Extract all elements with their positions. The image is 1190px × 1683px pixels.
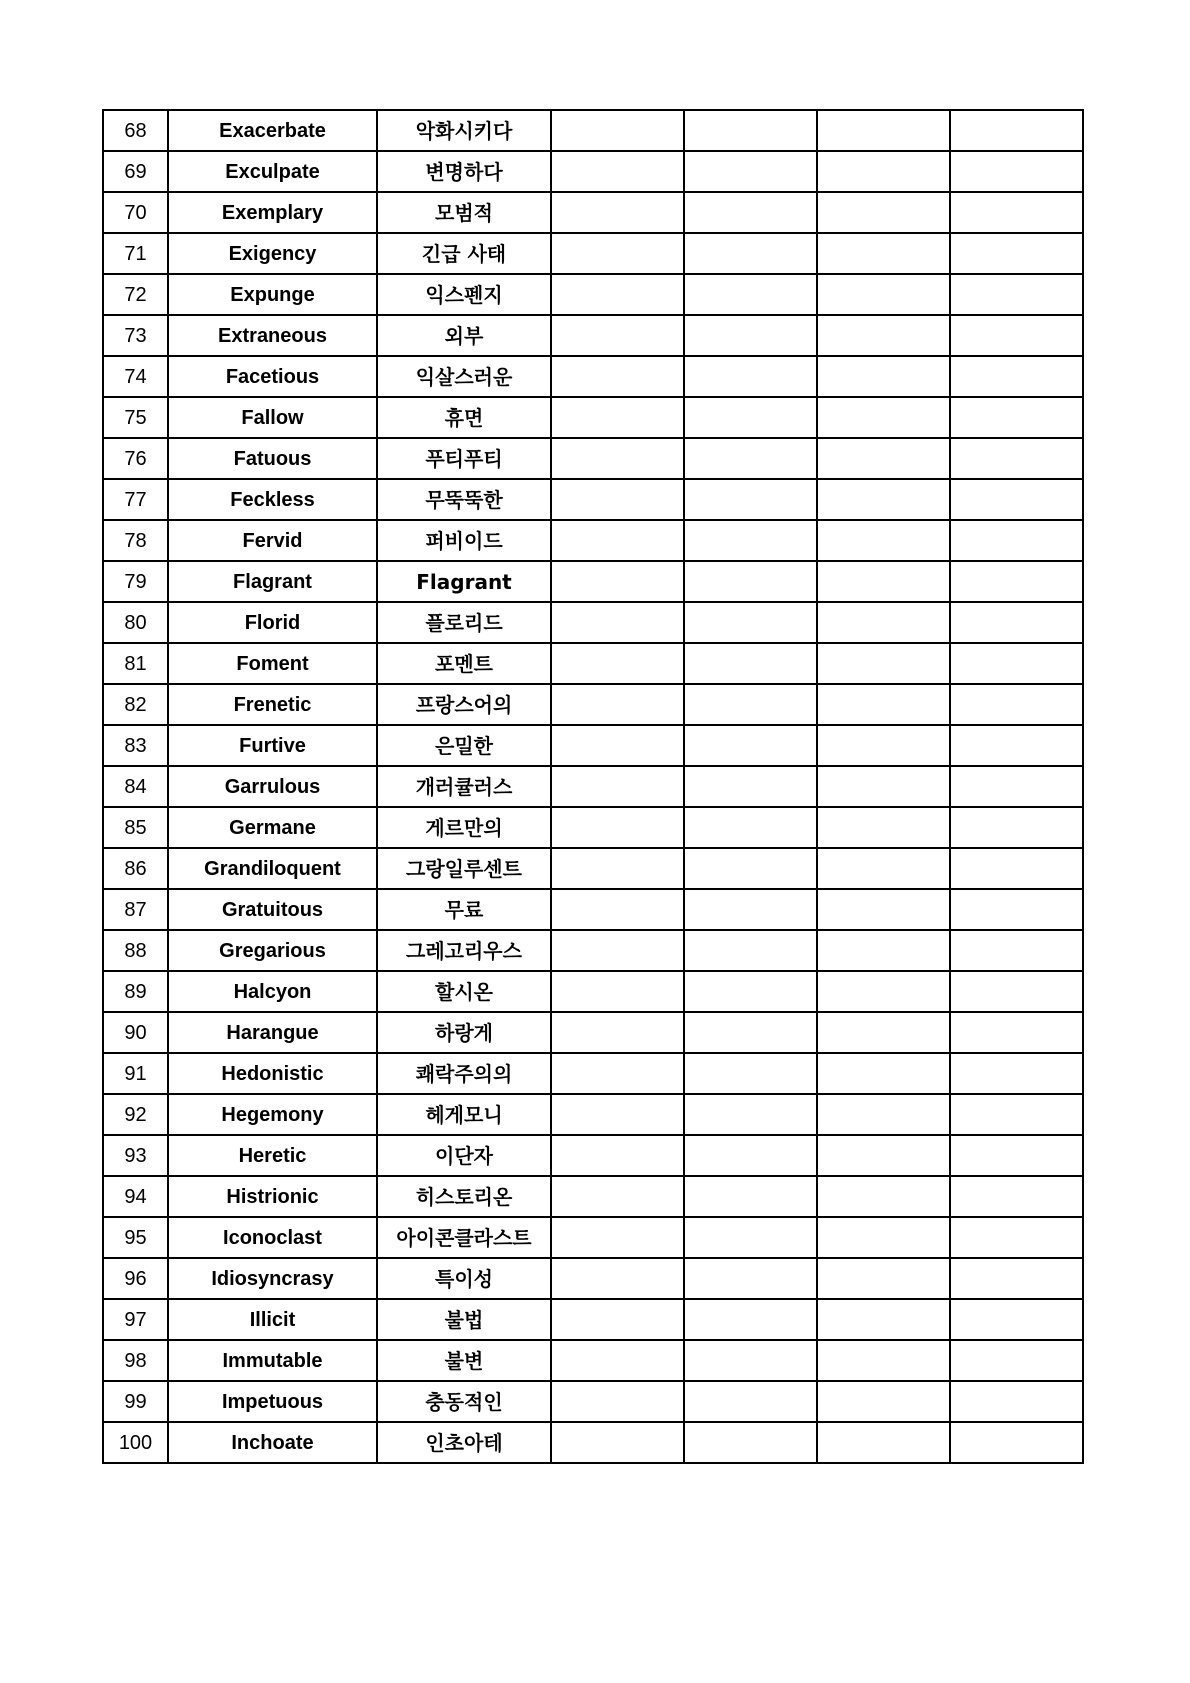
- english-word: Florid: [168, 602, 377, 643]
- blank-cell-1[interactable]: [551, 1053, 684, 1094]
- blank-cell-4[interactable]: [950, 110, 1083, 151]
- korean-meaning: 개러큘러스: [377, 766, 551, 807]
- korean-meaning: 모범적: [377, 192, 551, 233]
- blank-cell-1[interactable]: [551, 725, 684, 766]
- blank-cell-4[interactable]: [950, 520, 1083, 561]
- english-word: Harangue: [168, 1012, 377, 1053]
- row-number: 86: [103, 848, 168, 889]
- english-word: Garrulous: [168, 766, 377, 807]
- blank-cell-2[interactable]: [684, 1340, 817, 1381]
- english-word: Idiosyncrasy: [168, 1258, 377, 1299]
- blank-cell-2[interactable]: [684, 233, 817, 274]
- table-row: [103, 438, 1083, 479]
- blank-cell-3[interactable]: [817, 725, 950, 766]
- row-number: 70: [103, 192, 168, 233]
- row-number: 78: [103, 520, 168, 561]
- english-word: Gregarious: [168, 930, 377, 971]
- blank-cell-4[interactable]: [950, 1094, 1083, 1135]
- blank-cell-2[interactable]: [684, 110, 817, 151]
- row-number: 82: [103, 684, 168, 725]
- english-word: Exemplary: [168, 192, 377, 233]
- korean-meaning: 은밀한: [377, 725, 551, 766]
- blank-cell-3[interactable]: [817, 1094, 950, 1135]
- blank-cell-2[interactable]: [684, 602, 817, 643]
- blank-cell-2[interactable]: [684, 561, 817, 602]
- row-number: 90: [103, 1012, 168, 1053]
- row-number: 76: [103, 438, 168, 479]
- blank-cell-4[interactable]: [950, 1012, 1083, 1053]
- blank-cell-3[interactable]: [817, 930, 950, 971]
- blank-cell-1[interactable]: [551, 1340, 684, 1381]
- blank-cell-2[interactable]: [684, 807, 817, 848]
- korean-meaning: 긴급 사태: [377, 233, 551, 274]
- english-word: Exculpate: [168, 151, 377, 192]
- korean-meaning: 불변: [377, 1340, 551, 1381]
- blank-cell-1[interactable]: [551, 848, 684, 889]
- blank-cell-3[interactable]: [817, 274, 950, 315]
- english-word: Fatuous: [168, 438, 377, 479]
- blank-cell-1[interactable]: [551, 971, 684, 1012]
- row-number: 77: [103, 479, 168, 520]
- row-number: 68: [103, 110, 168, 151]
- blank-cell-1[interactable]: [551, 274, 684, 315]
- english-word: Histrionic: [168, 1176, 377, 1217]
- blank-cell-4[interactable]: [950, 151, 1083, 192]
- blank-cell-3[interactable]: [817, 1053, 950, 1094]
- blank-cell-2[interactable]: [684, 684, 817, 725]
- blank-cell-2[interactable]: [684, 848, 817, 889]
- english-word: Hegemony: [168, 1094, 377, 1135]
- row-number: 94: [103, 1176, 168, 1217]
- korean-meaning: 익살스러운: [377, 356, 551, 397]
- row-number: 72: [103, 274, 168, 315]
- blank-cell-1[interactable]: [551, 110, 684, 151]
- blank-cell-3[interactable]: [817, 848, 950, 889]
- blank-cell-3[interactable]: [817, 192, 950, 233]
- english-word: Hedonistic: [168, 1053, 377, 1094]
- blank-cell-3[interactable]: [817, 684, 950, 725]
- blank-cell-1[interactable]: [551, 684, 684, 725]
- blank-cell-1[interactable]: [551, 561, 684, 602]
- korean-meaning: 헤게모니: [377, 1094, 551, 1135]
- blank-cell-3[interactable]: [817, 438, 950, 479]
- table-row: [103, 192, 1083, 233]
- blank-cell-2[interactable]: [684, 971, 817, 1012]
- row-number: 73: [103, 315, 168, 356]
- blank-cell-4[interactable]: [950, 1176, 1083, 1217]
- english-word: Fallow: [168, 397, 377, 438]
- blank-cell-3[interactable]: [817, 356, 950, 397]
- blank-cell-4[interactable]: [950, 766, 1083, 807]
- blank-cell-1[interactable]: [551, 151, 684, 192]
- korean-meaning: 특이성: [377, 1258, 551, 1299]
- blank-cell-3[interactable]: [817, 1176, 950, 1217]
- blank-cell-2[interactable]: [684, 1217, 817, 1258]
- table-row: [103, 1381, 1083, 1422]
- korean-meaning: 이단자: [377, 1135, 551, 1176]
- blank-cell-4[interactable]: [950, 930, 1083, 971]
- blank-cell-3[interactable]: [817, 1012, 950, 1053]
- blank-cell-4[interactable]: [950, 1135, 1083, 1176]
- row-number: 96: [103, 1258, 168, 1299]
- table-row: [103, 930, 1083, 971]
- english-word: Foment: [168, 643, 377, 684]
- blank-cell-3[interactable]: [817, 110, 950, 151]
- korean-meaning: 익스펜지: [377, 274, 551, 315]
- blank-cell-4[interactable]: [950, 1258, 1083, 1299]
- row-number: 83: [103, 725, 168, 766]
- row-number: 84: [103, 766, 168, 807]
- blank-cell-3[interactable]: [817, 151, 950, 192]
- blank-cell-4[interactable]: [950, 725, 1083, 766]
- row-number: 88: [103, 930, 168, 971]
- english-word: Gratuitous: [168, 889, 377, 930]
- row-number: 85: [103, 807, 168, 848]
- blank-cell-1[interactable]: [551, 1258, 684, 1299]
- blank-cell-3[interactable]: [817, 1422, 950, 1463]
- blank-cell-1[interactable]: [551, 479, 684, 520]
- blank-cell-1[interactable]: [551, 1217, 684, 1258]
- table-row: [103, 684, 1083, 725]
- english-word: Halcyon: [168, 971, 377, 1012]
- blank-cell-3[interactable]: [817, 971, 950, 1012]
- row-number: 92: [103, 1094, 168, 1135]
- english-word: Exacerbate: [168, 110, 377, 151]
- english-word: Immutable: [168, 1340, 377, 1381]
- row-number: 75: [103, 397, 168, 438]
- korean-meaning: 프랑스어의: [377, 684, 551, 725]
- blank-cell-4[interactable]: [950, 192, 1083, 233]
- row-number: 93: [103, 1135, 168, 1176]
- korean-meaning: 휴면: [377, 397, 551, 438]
- blank-cell-4[interactable]: [950, 274, 1083, 315]
- blank-cell-2[interactable]: [684, 520, 817, 561]
- korean-meaning: 인초아테: [377, 1422, 551, 1463]
- blank-cell-2[interactable]: [684, 1299, 817, 1340]
- table-row: [103, 479, 1083, 520]
- row-number: 79: [103, 561, 168, 602]
- blank-cell-3[interactable]: [817, 561, 950, 602]
- blank-cell-3[interactable]: [817, 1135, 950, 1176]
- blank-cell-4[interactable]: [950, 807, 1083, 848]
- blank-cell-2[interactable]: [684, 766, 817, 807]
- blank-cell-2[interactable]: [684, 192, 817, 233]
- blank-cell-3[interactable]: [817, 766, 950, 807]
- english-word: Grandiloquent: [168, 848, 377, 889]
- row-number: 95: [103, 1217, 168, 1258]
- english-word: Flagrant: [168, 561, 377, 602]
- blank-cell-1[interactable]: [551, 643, 684, 684]
- row-number: 80: [103, 602, 168, 643]
- blank-cell-1[interactable]: [551, 520, 684, 561]
- blank-cell-1[interactable]: [551, 438, 684, 479]
- korean-meaning: 아이콘클라스트: [377, 1217, 551, 1258]
- blank-cell-1[interactable]: [551, 807, 684, 848]
- table-row: [103, 1217, 1083, 1258]
- table-row: [103, 1135, 1083, 1176]
- korean-meaning: 쾌락주의의: [377, 1053, 551, 1094]
- blank-cell-1[interactable]: [551, 766, 684, 807]
- blank-cell-3[interactable]: [817, 233, 950, 274]
- blank-cell-3[interactable]: [817, 1299, 950, 1340]
- table-row: [103, 1299, 1083, 1340]
- blank-cell-4[interactable]: [950, 1217, 1083, 1258]
- blank-cell-2[interactable]: [684, 274, 817, 315]
- blank-cell-2[interactable]: [684, 315, 817, 356]
- table-row: [103, 233, 1083, 274]
- korean-meaning: 외부: [377, 315, 551, 356]
- english-word: Inchoate: [168, 1422, 377, 1463]
- blank-cell-1[interactable]: [551, 1381, 684, 1422]
- blank-cell-4[interactable]: [950, 1422, 1083, 1463]
- english-word: Feckless: [168, 479, 377, 520]
- blank-cell-1[interactable]: [551, 1422, 684, 1463]
- english-word: Germane: [168, 807, 377, 848]
- table-row: [103, 1012, 1083, 1053]
- blank-cell-2[interactable]: [684, 1094, 817, 1135]
- row-number: 98: [103, 1340, 168, 1381]
- blank-cell-4[interactable]: [950, 1340, 1083, 1381]
- blank-cell-1[interactable]: [551, 930, 684, 971]
- blank-cell-2[interactable]: [684, 930, 817, 971]
- english-word: Extraneous: [168, 315, 377, 356]
- blank-cell-4[interactable]: [950, 971, 1083, 1012]
- blank-cell-4[interactable]: [950, 848, 1083, 889]
- vocabulary-sheet: [102, 109, 1082, 1464]
- table-row: [103, 725, 1083, 766]
- blank-cell-2[interactable]: [684, 1381, 817, 1422]
- blank-cell-1[interactable]: [551, 397, 684, 438]
- blank-cell-2[interactable]: [684, 1135, 817, 1176]
- blank-cell-2[interactable]: [684, 1012, 817, 1053]
- row-number: 71: [103, 233, 168, 274]
- korean-meaning: 악화시키다: [377, 110, 551, 151]
- blank-cell-3[interactable]: [817, 397, 950, 438]
- table-row: [103, 1053, 1083, 1094]
- blank-cell-2[interactable]: [684, 151, 817, 192]
- korean-meaning: 무료: [377, 889, 551, 930]
- blank-cell-4[interactable]: [950, 602, 1083, 643]
- row-number: 100: [103, 1422, 168, 1463]
- table-row: [103, 971, 1083, 1012]
- blank-cell-3[interactable]: [817, 1258, 950, 1299]
- blank-cell-2[interactable]: [684, 725, 817, 766]
- blank-cell-4[interactable]: [950, 438, 1083, 479]
- table-row: [103, 151, 1083, 192]
- blank-cell-2[interactable]: [684, 643, 817, 684]
- korean-meaning: 충동적인: [377, 1381, 551, 1422]
- table-row: [103, 561, 1083, 602]
- blank-cell-2[interactable]: [684, 1176, 817, 1217]
- korean-meaning: 불법: [377, 1299, 551, 1340]
- blank-cell-3[interactable]: [817, 479, 950, 520]
- vocabulary-table-body: [103, 110, 1083, 1463]
- blank-cell-2[interactable]: [684, 356, 817, 397]
- korean-meaning: 포멘트: [377, 643, 551, 684]
- row-number: 87: [103, 889, 168, 930]
- blank-cell-2[interactable]: [684, 438, 817, 479]
- korean-meaning: 푸티푸티: [377, 438, 551, 479]
- table-row: [103, 1176, 1083, 1217]
- blank-cell-3[interactable]: [817, 889, 950, 930]
- blank-cell-1[interactable]: [551, 192, 684, 233]
- blank-cell-4[interactable]: [950, 561, 1083, 602]
- blank-cell-2[interactable]: [684, 397, 817, 438]
- blank-cell-2[interactable]: [684, 1053, 817, 1094]
- korean-meaning: 히스토리온: [377, 1176, 551, 1217]
- blank-cell-3[interactable]: [817, 602, 950, 643]
- table-row: [103, 807, 1083, 848]
- table-row: [103, 397, 1083, 438]
- blank-cell-3[interactable]: [817, 1381, 950, 1422]
- korean-meaning: 무뚝뚝한: [377, 479, 551, 520]
- english-word: Heretic: [168, 1135, 377, 1176]
- blank-cell-3[interactable]: [817, 520, 950, 561]
- row-number: 89: [103, 971, 168, 1012]
- korean-meaning: Flagrant: [377, 561, 551, 602]
- blank-cell-4[interactable]: [950, 1053, 1083, 1094]
- english-word: Fervid: [168, 520, 377, 561]
- blank-cell-4[interactable]: [950, 1381, 1083, 1422]
- row-number: 97: [103, 1299, 168, 1340]
- table-row: [103, 356, 1083, 397]
- table-row: [103, 766, 1083, 807]
- vocabulary-table: [102, 109, 1084, 1464]
- english-word: Illicit: [168, 1299, 377, 1340]
- blank-cell-3[interactable]: [817, 1217, 950, 1258]
- english-word: Frenetic: [168, 684, 377, 725]
- row-number: 91: [103, 1053, 168, 1094]
- english-word: Impetuous: [168, 1381, 377, 1422]
- row-number: 74: [103, 356, 168, 397]
- english-word: Iconoclast: [168, 1217, 377, 1258]
- table-row: [103, 602, 1083, 643]
- table-row: [103, 848, 1083, 889]
- english-word: Expunge: [168, 274, 377, 315]
- blank-cell-4[interactable]: [950, 1299, 1083, 1340]
- table-row: [103, 520, 1083, 561]
- korean-meaning: 변명하다: [377, 151, 551, 192]
- row-number: 99: [103, 1381, 168, 1422]
- blank-cell-4[interactable]: [950, 315, 1083, 356]
- table-row: [103, 110, 1083, 151]
- english-word: Facetious: [168, 356, 377, 397]
- korean-meaning: 하랑게: [377, 1012, 551, 1053]
- row-number: 81: [103, 643, 168, 684]
- table-row: [103, 643, 1083, 684]
- blank-cell-1[interactable]: [551, 233, 684, 274]
- english-word: Furtive: [168, 725, 377, 766]
- blank-cell-2[interactable]: [684, 889, 817, 930]
- blank-cell-3[interactable]: [817, 643, 950, 684]
- blank-cell-3[interactable]: [817, 807, 950, 848]
- blank-cell-4[interactable]: [950, 889, 1083, 930]
- blank-cell-1[interactable]: [551, 1299, 684, 1340]
- korean-meaning: 그레고리우스: [377, 930, 551, 971]
- table-row: [103, 274, 1083, 315]
- blank-cell-1[interactable]: [551, 889, 684, 930]
- blank-cell-1[interactable]: [551, 315, 684, 356]
- blank-cell-4[interactable]: [950, 643, 1083, 684]
- blank-cell-4[interactable]: [950, 233, 1083, 274]
- blank-cell-3[interactable]: [817, 315, 950, 356]
- korean-meaning: 그랑일루센트: [377, 848, 551, 889]
- row-number: 69: [103, 151, 168, 192]
- korean-meaning: 퍼비이드: [377, 520, 551, 561]
- table-row: [103, 1258, 1083, 1299]
- blank-cell-3[interactable]: [817, 1340, 950, 1381]
- blank-cell-4[interactable]: [950, 684, 1083, 725]
- blank-cell-4[interactable]: [950, 397, 1083, 438]
- table-row: [103, 889, 1083, 930]
- korean-meaning: 게르만의: [377, 807, 551, 848]
- blank-cell-1[interactable]: [551, 602, 684, 643]
- table-row: [103, 1094, 1083, 1135]
- blank-cell-1[interactable]: [551, 1012, 684, 1053]
- blank-cell-1[interactable]: [551, 1176, 684, 1217]
- korean-meaning: 플로리드: [377, 602, 551, 643]
- blank-cell-1[interactable]: [551, 356, 684, 397]
- blank-cell-2[interactable]: [684, 1258, 817, 1299]
- blank-cell-1[interactable]: [551, 1094, 684, 1135]
- blank-cell-1[interactable]: [551, 1135, 684, 1176]
- table-row: [103, 315, 1083, 356]
- table-row: [103, 1340, 1083, 1381]
- table-row: [103, 1422, 1083, 1463]
- blank-cell-2[interactable]: [684, 1422, 817, 1463]
- english-word: Exigency: [168, 233, 377, 274]
- blank-cell-2[interactable]: [684, 479, 817, 520]
- blank-cell-4[interactable]: [950, 479, 1083, 520]
- blank-cell-4[interactable]: [950, 356, 1083, 397]
- korean-meaning: 할시온: [377, 971, 551, 1012]
